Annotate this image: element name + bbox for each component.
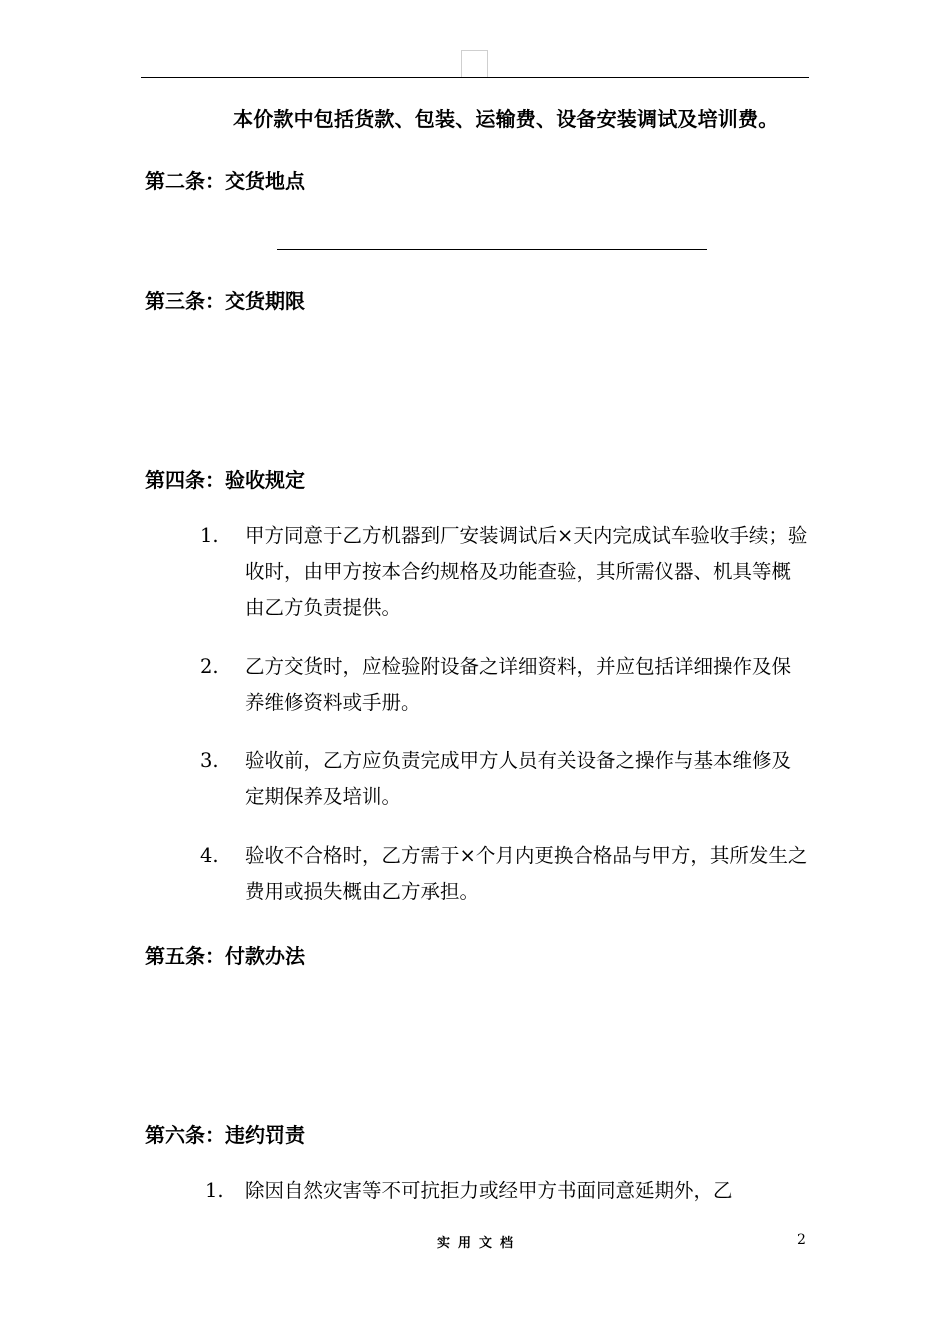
item-number: 1.: [205, 1179, 224, 1202]
item-number: 3.: [200, 749, 219, 772]
delivery-location-blank-line: [277, 249, 707, 250]
page-number: 2: [797, 1232, 806, 1248]
acceptance-item: [200, 649, 820, 721]
item-text: 验收前，乙方应负责完成甲方人员有关设备之操作与基本维修及定期保养及培训。: [245, 749, 792, 808]
acceptance-item: [200, 518, 820, 626]
item-number: 4.: [200, 844, 219, 867]
article-4-heading: 第四条：验收规定: [145, 468, 305, 492]
header-rule: [141, 77, 809, 78]
footer-title: 实用文档: [436, 1236, 521, 1251]
article-2-heading: 第二条：交货地点: [145, 169, 305, 193]
article-3-heading: 第三条：交货期限: [145, 289, 305, 313]
article-6-heading: 第六条：违约罚责: [145, 1123, 305, 1147]
item-text: 验收不合格时，乙方需于×个月内更换合格品与甲方，其所发生之费用或损失概由乙方承担。: [245, 844, 808, 903]
acceptance-item: [200, 838, 820, 910]
article-5-heading: 第五条：付款办法: [145, 944, 305, 968]
item-text: 乙方交货时，应检验附设备之详细资料，并应包括详细操作及保养维修资料或手册。: [245, 655, 792, 714]
item-number: 2.: [200, 655, 219, 678]
price-note: 本价款中包括货款、包装、运输费、设备安装调试及培训费。: [233, 107, 779, 131]
item-text: 甲方同意于乙方机器到厂安装调试后×天内完成试车验收手续；验收时，由甲方按本合约规格及功能查验，其所需仪器、机具等概由乙方负责提供。: [245, 524, 808, 619]
item-text: 除因自然灾害等不可抗拒力或经甲方书面同意延期外，乙: [245, 1179, 733, 1202]
penalty-item: [205, 1173, 825, 1209]
item-number: 1.: [200, 524, 219, 547]
header-box: [461, 50, 488, 77]
acceptance-item: [200, 743, 820, 815]
